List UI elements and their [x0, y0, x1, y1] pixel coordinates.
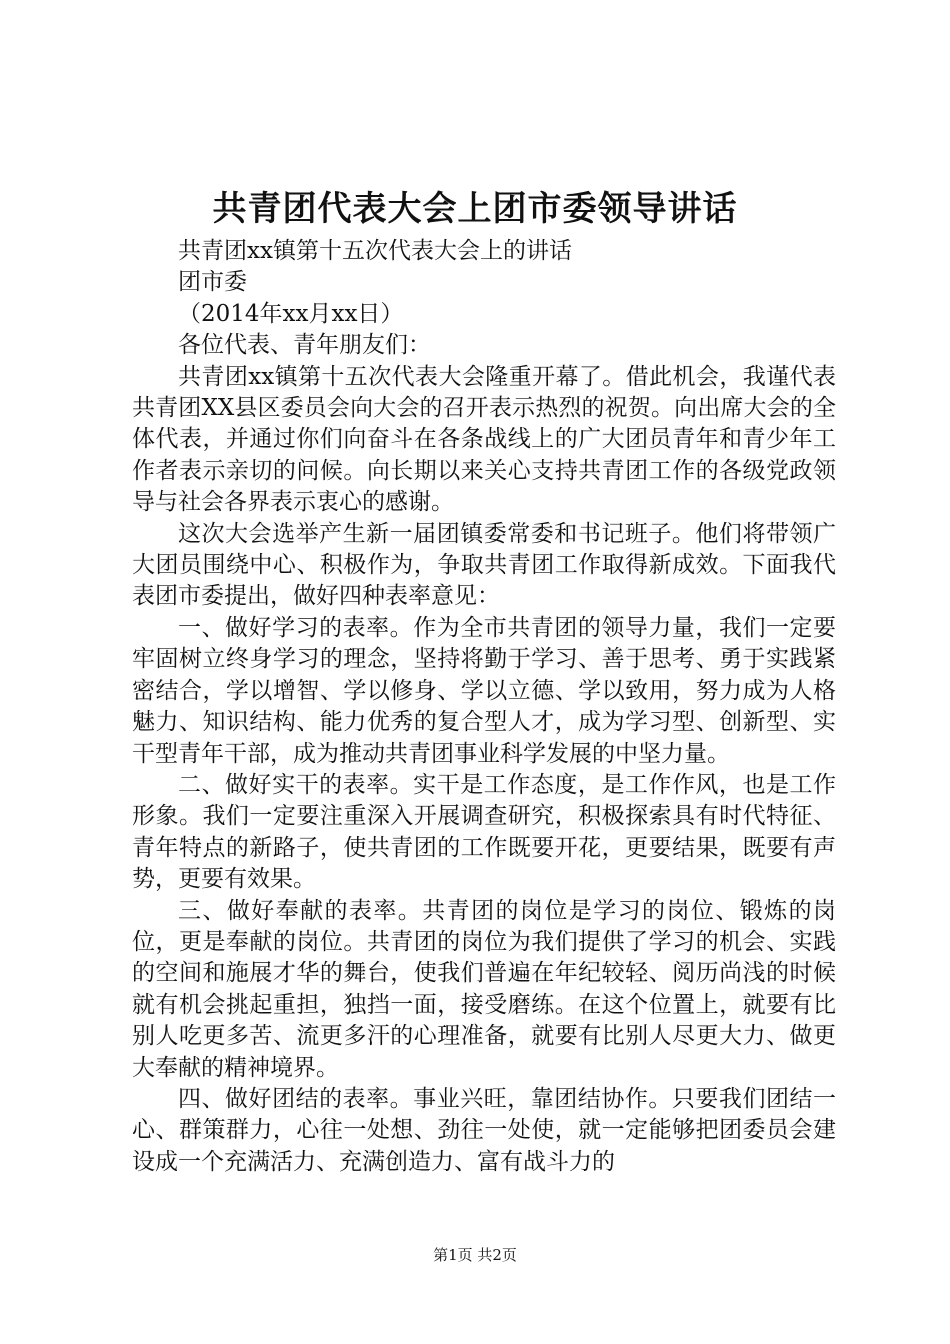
page-footer: 第1页 共2页 — [433, 1246, 517, 1264]
body-paragraph: 二、做好实干的表率。实干是工作态度，是工作作风，也是工作形象。我们一定要注重深入开展调查研究，积极探索具有时代特征、青年特点的新路子，使共青团的工作既要开花，更要结果，既要有声势，更要有效果。 — [132, 771, 836, 893]
body-paragraph: 一、做好学习的表率。作为全市共青团的领导力量，我们一定要牢固树立终身学习的理念，坚持将勤于学习、善于思考、勇于实践紧密结合，学以增智、学以修身、学以立德、学以致用，努力成为人格魅力、知识结构、能力优秀的复合型人才，成为学习型、创新型、实干型青年干部，成为推动共青团事业科学发展的中坚力量。 — [132, 614, 836, 767]
document-title: 共青团代表大会上团市委领导讲话 — [212, 189, 738, 229]
speech-subtitle: 共青团xx镇第十五次代表大会上的讲话 — [178, 238, 572, 264]
body-paragraph: 四、做好团结的表率。事业兴旺，靠团结协作。只要我们团结一心、群策群力，心往一处想、劲往一处使，就一定能够把团委员会建设成一个充满活力、充满创造力、富有战斗力的 — [132, 1085, 836, 1175]
document-body — [132, 236, 836, 1178]
speaker-organization: 团市委 — [178, 269, 247, 296]
speech-date: （2014年xx月xx日） — [178, 300, 404, 327]
salutation: 各位代表、青年朋友们： — [178, 332, 431, 359]
body-paragraph: 这次大会选举产生新一届团镇委常委和书记班子。他们将带领广大团员围绕中心、积极作为，争取共青团工作取得新成效。下面我代表团市委提出，做好四种表率意见： — [132, 520, 836, 610]
body-paragraph: 共青团xx镇第十五次代表大会隆重开幕了。借此机会，我谨代表共青团XX县区委员会向大会的召开表示热烈的祝贺。向出席大会的全体代表，并通过你们向奋斗在各条战线上的广大团员青年和青少年工作者表示亲切的问候。向长期以来关心支持共青团工作的各级党政领导与社会各界表示衷心的感谢。 — [132, 363, 836, 516]
body-paragraph: 三、做好奉献的表率。共青团的岗位是学习的岗位、锻炼的岗位，更是奉献的岗位。共青团的岗位为我们提供了学习的机会、实践的空间和施展才华的舞台，使我们普遍在年纪较轻、阅历尚浅的时候就有机会挑起重担，独挡一面，接受磨练。在这个位置上，就要有比别人吃更多苦、流更多汗的心理准备，就要有比别人尽更大力、做更大奉献的精神境界。 — [132, 897, 836, 1081]
